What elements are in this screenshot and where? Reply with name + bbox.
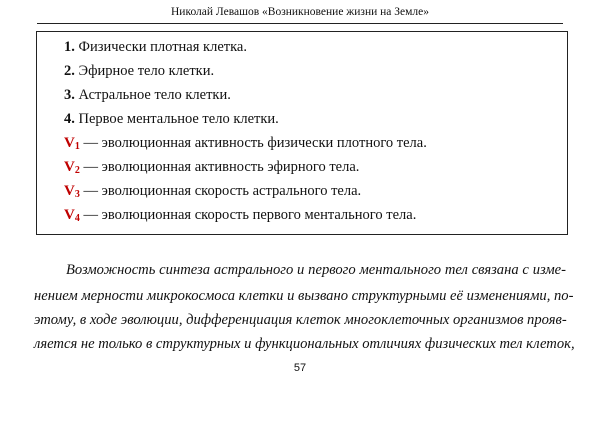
velocity-text: — эволюционная скорость первого ментального тела.	[79, 207, 417, 223]
body-line-2: нением мерности микрокосмоса клетки и вызвано структурными её изменениями, по-	[34, 288, 574, 304]
velocity-text: — эволюционная активность эфирного тела.	[79, 159, 360, 175]
body-line-1: Возможность синтеза астрального и первого ментального тел связана с изме-	[66, 262, 566, 278]
legend-item-4	[64, 110, 279, 128]
legend-text: Эфирное тело клетки.	[74, 63, 215, 79]
body-line-4: ляется не только в структурных и функциональных отличиях физических тел клеток,	[34, 336, 575, 352]
legend-text: Астральное тело клетки.	[74, 87, 231, 103]
legend-text: Физически плотная клетка.	[74, 39, 247, 55]
legend-velocity-2	[64, 158, 359, 180]
velocity-text: — эволюционная активность физически плотного тела.	[79, 135, 427, 151]
velocity-symbol: $V_1$	[64, 135, 80, 152]
legend-velocity-1	[64, 134, 427, 156]
page-number: 57	[293, 362, 307, 374]
velocity-symbol: $V_4$	[64, 207, 80, 224]
legend-text: Первое ментальное тело клетки.	[74, 111, 279, 127]
legend-item-1	[64, 38, 247, 56]
legend-velocity-3	[64, 182, 361, 204]
running-header: Николай Левашов «Возникновение жизни на Земле»	[170, 6, 429, 18]
legend-number: 4.	[64, 111, 75, 127]
legend-number: 2.	[64, 63, 75, 79]
legend-number: 3.	[64, 87, 75, 103]
velocity-symbol: $V_2$	[64, 159, 80, 176]
body-line-3: этому, в ходе эволюции, дифференциация клеток многоклеточных организмов прояв-	[34, 312, 567, 328]
legend-item-3	[64, 86, 231, 104]
velocity-text: — эволюционная скорость астрального тела.	[79, 183, 362, 199]
legend-number: 1.	[64, 39, 75, 55]
header-rule	[37, 23, 563, 24]
legend-velocity-4	[64, 206, 416, 228]
legend-item-2	[64, 62, 214, 80]
velocity-symbol: $V_3$	[64, 183, 80, 200]
